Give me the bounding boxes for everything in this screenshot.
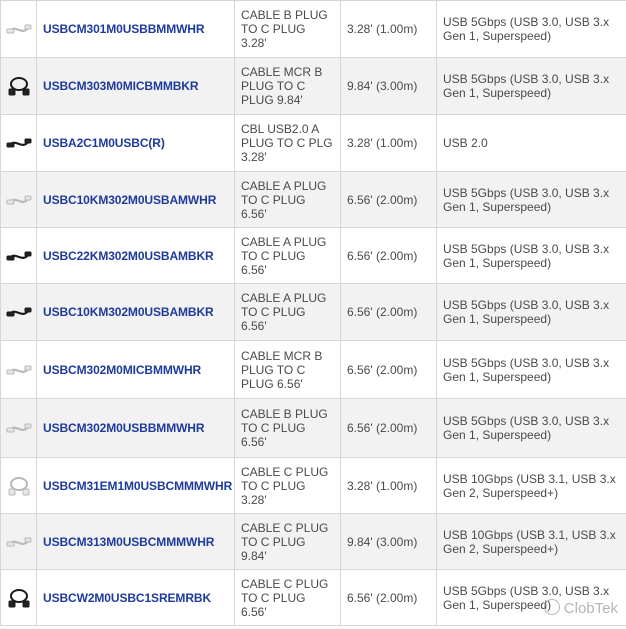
watermark-icon xyxy=(544,599,560,615)
part-number-cell xyxy=(37,514,235,570)
part-number-link[interactable]: USBC10KM302M0USBAMWHR xyxy=(43,192,217,207)
usb-speed-cell: USB 2.0 xyxy=(437,115,626,172)
part-number-link[interactable]: USBCM303M0MICBMMBKR xyxy=(43,79,199,93)
length-cell: 6.56' (2.00m) xyxy=(341,228,437,284)
part-number-cell xyxy=(37,115,235,172)
white-cable-icon xyxy=(1,415,36,441)
usb-speed-cell: USB 5Gbps (USB 3.0, USB 3.x Gen 1, Superspeed) xyxy=(437,1,626,58)
length-cell: 3.28' (1.00m) xyxy=(341,458,437,514)
product-thumbnail[interactable] xyxy=(1,115,37,172)
part-number-cell xyxy=(37,58,235,115)
length-cell: 6.56' (2.00m) xyxy=(341,341,437,399)
part-number-cell xyxy=(37,172,235,228)
usb-speed-cell: USB 5Gbps (USB 3.0, USB 3.x Gen 1, Superspeed) xyxy=(437,399,626,458)
product-thumbnail[interactable] xyxy=(1,570,37,626)
usb-speed-cell: USB 5Gbps (USB 3.0, USB 3.x Gen 1, Superspeed) xyxy=(437,284,626,341)
black-cable-icon xyxy=(1,130,36,156)
table-row xyxy=(1,458,626,514)
part-number-link[interactable]: USBC10KM302M0USBAMBKR xyxy=(43,305,214,319)
black-cable-icon xyxy=(1,299,36,325)
table-row xyxy=(1,284,626,341)
product-thumbnail[interactable] xyxy=(1,172,37,228)
white-cable-icon xyxy=(1,187,36,213)
part-number-cell xyxy=(37,341,235,399)
description-cell: CABLE A PLUG TO C PLUG 6.56' xyxy=(235,172,341,228)
part-number-link[interactable]: USBCM301M0USBBMMWHR xyxy=(43,22,205,36)
white-cable-icon xyxy=(1,357,36,383)
length-cell: 6.56' (2.00m) xyxy=(341,284,437,341)
black-coiled-cable-icon xyxy=(1,73,36,99)
part-number-cell xyxy=(37,570,235,626)
black-cable-icon xyxy=(1,243,36,269)
length-cell: 6.56' (2.00m) xyxy=(341,172,437,228)
table-row xyxy=(1,341,626,399)
description-cell: CABLE B PLUG TO C PLUG 3.28' xyxy=(235,1,341,58)
usb-speed-cell: USB 10Gbps (USB 3.1, USB 3.x Gen 2, Superspeed+) xyxy=(437,514,626,570)
table-row xyxy=(1,399,626,458)
length-cell: 3.28' (1.00m) xyxy=(341,1,437,58)
length-cell: 6.56' (2.00m) xyxy=(341,399,437,458)
white-coiled-cable-icon xyxy=(1,473,36,499)
product-thumbnail[interactable] xyxy=(1,284,37,341)
part-number-link[interactable]: USBCM313M0USBCMMMWHR xyxy=(43,534,215,549)
black-coiled-cable-icon xyxy=(1,585,36,611)
product-thumbnail[interactable] xyxy=(1,514,37,570)
description-cell: CABLE B PLUG TO C PLUG 6.56' xyxy=(235,399,341,458)
table-row xyxy=(1,514,626,570)
description-cell: CABLE MCR B PLUG TO C PLUG 6.56' xyxy=(235,341,341,399)
usb-speed-cell: USB 5Gbps (USB 3.0, USB 3.x Gen 1, Superspeed) xyxy=(437,58,626,115)
usb-speed-cell: USB 5Gbps (USB 3.0, USB 3.x Gen 1, Superspeed) xyxy=(437,341,626,399)
product-thumbnail[interactable] xyxy=(1,228,37,284)
description-cell: CABLE C PLUG TO C PLUG 3.28' xyxy=(235,458,341,514)
table-row xyxy=(1,172,626,228)
white-cable-icon xyxy=(1,529,36,555)
product-thumbnail[interactable] xyxy=(1,399,37,458)
watermark-text: ClobTek xyxy=(563,600,618,617)
usb-speed-cell: USB 5Gbps (USB 3.0, USB 3.x Gen 1, Superspeed) xyxy=(437,228,626,284)
part-number-link[interactable]: USBCM31EM1M0USBCMMMWHR xyxy=(43,478,233,493)
usb-speed-cell: USB 10Gbps (USB 3.1, USB 3.x Gen 2, Superspeed+) xyxy=(437,458,626,514)
description-cell: CABLE C PLUG TO C PLUG 6.56' xyxy=(235,570,341,626)
product-thumbnail[interactable] xyxy=(1,1,37,58)
table-row xyxy=(1,58,626,115)
table-row xyxy=(1,228,626,284)
length-cell: 3.28' (1.00m) xyxy=(341,115,437,172)
part-number-cell xyxy=(37,284,235,341)
watermark xyxy=(544,599,618,617)
part-number-link[interactable]: USBC22KM302M0USBAMBKR xyxy=(43,248,214,263)
usb-speed-cell: USB 5Gbps (USB 3.0, USB 3.x Gen 1, Superspeed) xyxy=(437,570,626,626)
length-cell: 9.84' (3.00m) xyxy=(341,58,437,115)
part-number-link[interactable]: USBCW2M0USBC1SREMRBK xyxy=(43,590,212,605)
product-table-body xyxy=(1,1,626,626)
part-number-link[interactable]: USBCM302M0MICBMMWHR xyxy=(43,362,202,377)
description-cell: CABLE MCR B PLUG TO C PLUG 9.84' xyxy=(235,58,341,115)
product-thumbnail[interactable] xyxy=(1,58,37,115)
usb-speed-cell: USB 5Gbps (USB 3.0, USB 3.x Gen 1, Superspeed) xyxy=(437,172,626,228)
part-number-link[interactable]: USBA2C1M0USBC(R) xyxy=(43,136,165,150)
part-number-cell xyxy=(37,228,235,284)
product-thumbnail[interactable] xyxy=(1,341,37,399)
product-thumbnail[interactable] xyxy=(1,458,37,514)
length-cell: 9.84' (3.00m) xyxy=(341,514,437,570)
white-cable-icon xyxy=(1,16,36,42)
part-number-link[interactable]: USBCM302M0USBBMMWHR xyxy=(43,421,205,435)
part-number-cell xyxy=(37,458,235,514)
part-number-cell xyxy=(37,399,235,458)
description-cell: CBL USB2.0 A PLUG TO C PLG 3.28' xyxy=(235,115,341,172)
part-number-cell xyxy=(37,1,235,58)
table-row xyxy=(1,570,626,626)
table-row xyxy=(1,1,626,58)
description-cell: CABLE C PLUG TO C PLUG 9.84' xyxy=(235,514,341,570)
table-row xyxy=(1,115,626,172)
description-cell: CABLE A PLUG TO C PLUG 6.56' xyxy=(235,284,341,341)
description-cell: CABLE A PLUG TO C PLUG 6.56' xyxy=(235,228,341,284)
length-cell: 6.56' (2.00m) xyxy=(341,570,437,626)
